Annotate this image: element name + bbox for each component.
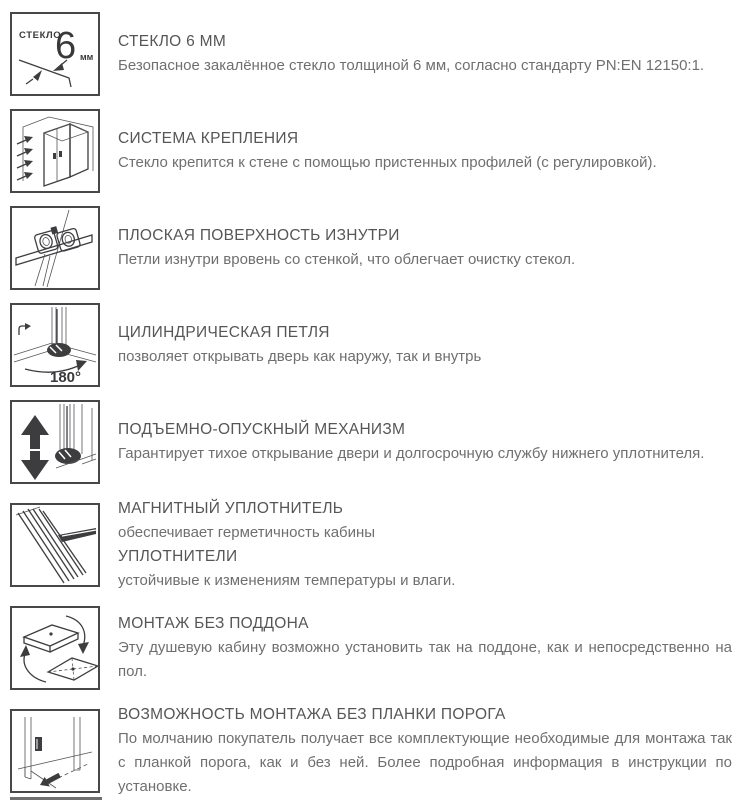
feature-row-glass-6mm <box>10 12 734 96</box>
feature-description-secondary: устойчивые к изменениям температуры и влаги. <box>118 572 456 589</box>
feature-text <box>118 30 734 78</box>
feature-description: Стекло крепится к стене с помощью пристенных профилей (с регулировкой). <box>118 154 657 171</box>
magnetic-seal-icon <box>12 505 98 585</box>
feature-title: ПОДЪЕМНО-ОПУСКНЫЙ МЕХАНИЗМ <box>118 421 406 438</box>
feature-text <box>118 497 734 593</box>
feature-description: Гарантирует тихое открывание двери и долгосрочную службу нижнего уплотнителя. <box>118 445 705 462</box>
lift-lower-mechanism-icon <box>12 402 98 482</box>
no-threshold-strip-icon <box>10 709 100 793</box>
glass-6mm-icon <box>12 14 98 94</box>
mount-arrows <box>17 136 33 180</box>
no-tray-installation-icon <box>10 606 100 690</box>
feature-description: обеспечивает герметичность кабины <box>118 524 376 541</box>
glass-label: СТЕКЛО <box>19 30 62 41</box>
cylindrical-hinge-icon <box>10 303 100 387</box>
glass-unit: мм <box>80 52 94 62</box>
glass-6mm-icon <box>10 12 100 96</box>
feature-title: СИСТЕМА КРЕПЛЕНИЯ <box>118 130 299 147</box>
cylindrical-hinge-icon <box>12 305 98 385</box>
feature-row-mounting-system <box>10 109 734 193</box>
glass-size: 6 <box>55 25 77 67</box>
feature-text <box>118 703 734 799</box>
feature-row-seals <box>10 497 734 593</box>
feature-text <box>118 612 734 684</box>
feature-description: Эту душевую кабину возможно установить так на поддоне, как и непосредственно на пол. <box>118 639 732 680</box>
feature-title-secondary: УПЛОТНИТЕЛИ <box>118 548 238 565</box>
feature-title: СТЕКЛО 6 ММ <box>118 33 227 50</box>
hinge-angle-label: 180° <box>50 369 82 385</box>
feature-title: МОНТАЖ БЕЗ ПОДДОНА <box>118 615 309 632</box>
feature-title: МАГНИТНЫЙ УПЛОТНИТЕЛЬ <box>118 500 344 517</box>
feature-title: ПЛОСКАЯ ПОВЕРХНОСТЬ ИЗНУТРИ <box>118 227 400 244</box>
feature-row-no-tray <box>10 606 734 690</box>
wall-mounting-icon <box>12 111 98 191</box>
lift-lower-mechanism-icon <box>10 400 100 484</box>
feature-description: Безопасное закалённое стекло толщиной 6 мм, согласно стандарту PN:EN 12150:1. <box>118 57 705 74</box>
no-tray-installation-icon <box>12 608 98 688</box>
feature-row-cylindrical-hinge <box>10 303 734 387</box>
magnetic-seal-icon <box>10 503 100 587</box>
feature-row-flat-surface <box>10 206 734 290</box>
feature-text <box>118 418 734 466</box>
feature-row-lift-mechanism <box>10 400 734 484</box>
feature-title: ЦИЛИНДРИЧЕСКАЯ ПЕТЛЯ <box>118 324 330 341</box>
feature-text <box>118 224 734 272</box>
wall-mounting-icon <box>10 109 100 193</box>
feature-description: позволяет открывать дверь как наружу, так и внутрь <box>118 348 482 365</box>
feature-description: По молчанию покупатель получает все комплектующие необходимые для монтажа так с планкой порога, как и без ней. Более подробная информация в инструкции по установке. <box>118 730 732 795</box>
no-threshold-strip-icon <box>12 711 98 791</box>
feature-description: Петли изнутри вровень со стенкой, что облегчает очистку стекол. <box>118 251 576 268</box>
flush-hinge-icon <box>12 208 98 288</box>
flush-hinge-icon <box>10 206 100 290</box>
feature-row-no-threshold <box>10 703 734 799</box>
feature-text <box>118 321 734 369</box>
feature-text <box>118 127 734 175</box>
feature-title: ВОЗМОЖНОСТЬ МОНТАЖА БЕЗ ПЛАНКИ ПОРОГА <box>118 706 506 723</box>
